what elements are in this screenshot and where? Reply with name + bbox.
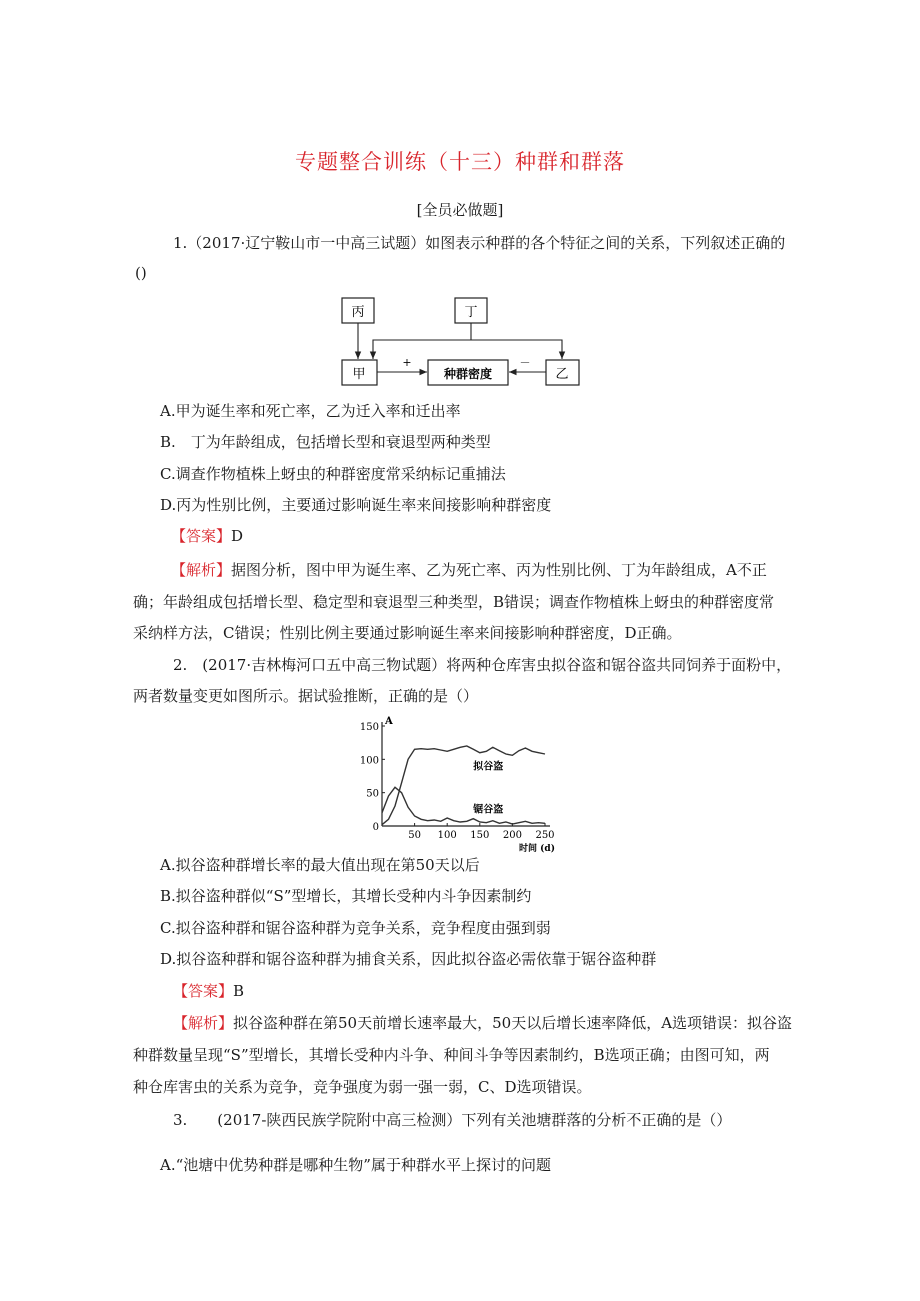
analysis-text: 拟谷盗种群在第50天前增长速率最大，50天以后增长速率降低，A选项错误：拟谷盗: [233, 1014, 793, 1032]
y-tick-label: 50: [366, 788, 379, 800]
label-ding: 丁: [464, 305, 478, 320]
q2-analysis-line2: 种群数量呈现“S”型增长，其增长受种内斗争、种间斗争等因素制约，B选项正确；由图可知，两: [133, 1046, 770, 1064]
answer-value: D: [231, 527, 244, 545]
q3-stem: 3. (2017-陕西民族学院附中高三检测）下列有关池塘群落的分析不正确的是（）: [173, 1111, 732, 1129]
beetle-population-chart: [359, 716, 560, 854]
x-tick-label: 100: [437, 830, 457, 841]
population-features-diagram: [335, 296, 587, 390]
q2-stem-line1: 2. (2017·吉林梅河口五中高三物试题）将两种仓库害虫拟谷盗和锯谷盗共同饲养于面粉中，: [173, 656, 792, 674]
analysis-tag: 【解析】: [171, 561, 232, 579]
panel-label: A: [385, 716, 393, 727]
x-tick-label: 150: [470, 830, 490, 841]
q1-analysis-line1: [171, 560, 767, 580]
q1-stem-line1: 1.（2017·辽宁鞍山市一中高三试题）如图表示种群的各个特征之间的关系，下列叙述正确的: [173, 234, 786, 252]
series-line-1: [382, 746, 545, 825]
y-tick-label: 150: [359, 722, 379, 733]
x-axis-label: 时间 (d): [519, 844, 555, 854]
x-tick-label: 50: [408, 830, 421, 841]
series-line-2: [382, 787, 545, 824]
x-tick-label: 200: [502, 830, 522, 841]
analysis-tag: 【解析】: [173, 1014, 234, 1032]
q2-analysis-line3: 种仓库害虫的关系为竞争，竞争强度为弱一强一弱，C、D选项错误。: [133, 1078, 592, 1096]
q1-option-d: D.丙为性别比例，主要通过影响诞生率来间接影响种群密度: [160, 496, 552, 514]
q2-option-c: C.拟谷盗种群和锯谷盗种群为竞争关系，竞争程度由强到弱: [160, 919, 551, 937]
section-heading: [全员必做题]: [416, 201, 504, 219]
q1-analysis-line2: 确；年龄组成包括增长型、稳定型和衰退型三种类型，B错误；调查作物植株上蚜虫的种群密度常: [133, 593, 775, 611]
answer-value: B: [233, 982, 245, 1000]
y-tick-label: 0: [372, 822, 379, 833]
q1-option-c: C.调查作物植株上蚜虫的种群密度常采纳标记重捕法: [160, 465, 506, 483]
q1-option-a: A.甲为诞生率和死亡率，乙为迁入率和迁出率: [160, 402, 461, 420]
label-yi: 乙: [555, 367, 569, 382]
analysis-text: 据图分析，图中甲为诞生率、乙为死亡率、丙为性别比例、丁为年龄组成，A不正: [231, 561, 767, 579]
y-tick-label: 100: [359, 755, 379, 767]
q1-analysis-line3: 采纳样方法，C错误；性别比例主要通过影响诞生率来间接影响种群密度，D正确。: [133, 624, 682, 642]
q2-option-a: A.拟谷盗种群增长率的最大值出现在第50天以后: [160, 856, 480, 874]
plus-sign: +: [402, 356, 412, 369]
minus-sign: －: [519, 356, 531, 369]
q2-option-b: B.拟谷盗种群似“S”型增长，其增长受种内斗争因素制约: [160, 887, 532, 905]
q3-option-a: A.“池塘中优势种群是哪种生物”属于种群水平上探讨的问题: [160, 1156, 551, 1174]
arrow-ding-to-jia: [373, 323, 471, 359]
q2-analysis-line1: [173, 1013, 792, 1033]
x-tick-label: 250: [535, 830, 555, 841]
label-bing: 丙: [351, 305, 365, 320]
q1-option-b: B. 丁为年龄组成，包括增长型和衰退型两种类型: [160, 433, 491, 451]
answer-tag: 【答案】: [173, 982, 234, 1000]
q2-option-d: D.拟谷盗种群和锯谷盗种群为捕食关系，因此拟谷盗必需依靠于锯谷盗种群: [160, 950, 657, 968]
series-label-2: 锯谷盗: [473, 804, 504, 816]
arrow-ding-to-yi: [471, 340, 562, 359]
page-title: 专题整合训练（十三）种群和群落: [295, 150, 625, 174]
q1-answer: [171, 526, 243, 546]
q1-stem-line2: (): [135, 264, 147, 282]
answer-tag: 【答案】: [171, 527, 232, 545]
q2-answer: [173, 981, 244, 1001]
q2-stem-line2: 两者数量变更如图所示。据试验推断，正确的是（）: [133, 687, 479, 705]
label-population-density: 种群密度: [443, 367, 493, 381]
series-label-1: 拟谷盗: [473, 761, 504, 773]
label-jia: 甲: [352, 367, 366, 382]
